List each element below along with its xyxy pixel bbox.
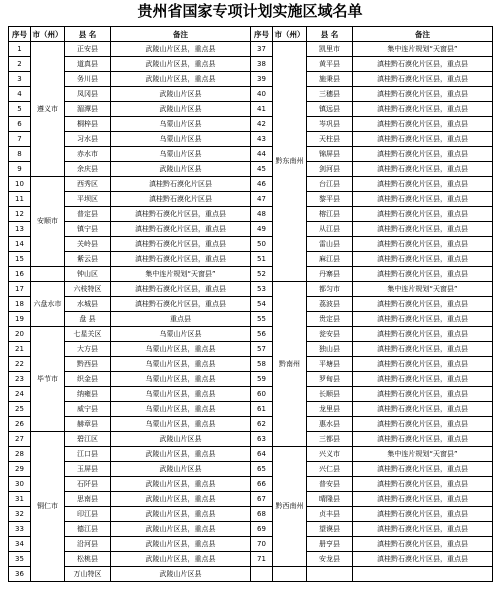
county-cell: 余庆县 xyxy=(65,162,111,177)
note-cell: 滇桂黔石漠化片区县，重点县 xyxy=(353,147,493,162)
table-row xyxy=(9,177,493,192)
seq-cell: 3 xyxy=(9,72,31,87)
header-seq: 序号 xyxy=(9,27,31,42)
note-cell: 武陵山片区县，重点县 xyxy=(111,507,251,522)
note-cell: 武陵山片区县，重点县 xyxy=(111,492,251,507)
seq-cell: 33 xyxy=(9,522,31,537)
county-cell: 务川县 xyxy=(65,72,111,87)
note-cell: 乌蒙山片区县，重点县 xyxy=(111,342,251,357)
note-cell: 武陵山片区县 xyxy=(111,567,251,582)
table-row xyxy=(9,387,493,402)
county-cell: 思南县 xyxy=(65,492,111,507)
seq-cell: 35 xyxy=(9,552,31,567)
seq-cell: 59 xyxy=(251,372,273,387)
county-cell: 沿河县 xyxy=(65,537,111,552)
county-cell: 印江县 xyxy=(65,507,111,522)
note-cell: 滇桂黔石漠化片区县，重点县 xyxy=(111,252,251,267)
note-cell: 滇桂黔石漠化片区县，重点县 xyxy=(353,492,493,507)
table-row xyxy=(9,522,493,537)
county-cell: 凤冈县 xyxy=(65,87,111,102)
table-row xyxy=(9,162,493,177)
table-row xyxy=(9,447,493,462)
table-row xyxy=(9,237,493,252)
seq-cell: 52 xyxy=(251,267,273,282)
table-row xyxy=(9,537,493,552)
note-cell: 滇桂黔石漠化片区县，重点县 xyxy=(111,207,251,222)
note-cell: 滇桂黔石漠化片区县 xyxy=(111,192,251,207)
seq-cell: 39 xyxy=(251,72,273,87)
seq-cell: 37 xyxy=(251,42,273,57)
table-row xyxy=(9,312,493,327)
region-table xyxy=(8,26,493,582)
table-row xyxy=(9,297,493,312)
county-cell: 独山县 xyxy=(307,342,353,357)
table-wrapper xyxy=(8,26,492,594)
county-cell: 德江县 xyxy=(65,522,111,537)
seq-cell: 15 xyxy=(9,252,31,267)
header-city: 市（州） xyxy=(273,27,307,42)
table-row xyxy=(9,567,493,582)
seq-cell: 19 xyxy=(9,312,31,327)
seq-cell: 2 xyxy=(9,57,31,72)
city-cell: 安顺市 xyxy=(31,177,65,267)
seq-cell: 25 xyxy=(9,402,31,417)
note-cell: 滇桂黔石漠化片区县，重点县 xyxy=(353,192,493,207)
county-cell: 黎平县 xyxy=(307,192,353,207)
note-cell: 滇桂黔石漠化片区县，重点县 xyxy=(353,222,493,237)
seq-cell: 70 xyxy=(251,537,273,552)
header-seq: 序号 xyxy=(251,27,273,42)
note-cell: 滇桂黔石漠化片区县，重点县 xyxy=(353,417,493,432)
note-cell: 乌蒙山片区县，重点县 xyxy=(111,372,251,387)
seq-cell: 56 xyxy=(251,327,273,342)
note-cell: 集中连片规划“天窗县” xyxy=(353,282,493,297)
seq-cell: 30 xyxy=(9,477,31,492)
seq-cell: 28 xyxy=(9,447,31,462)
note-cell: 集中连片规划“天窗县” xyxy=(353,42,493,57)
table-row xyxy=(9,207,493,222)
seq-cell: 22 xyxy=(9,357,31,372)
county-cell: 贵定县 xyxy=(307,312,353,327)
county-cell: 赫章县 xyxy=(65,417,111,432)
note-cell: 滇桂黔石漠化片区县，重点县 xyxy=(353,432,493,447)
note-cell: 滇桂黔石漠化片区县，重点县 xyxy=(353,132,493,147)
table-row xyxy=(9,147,493,162)
seq-cell: 29 xyxy=(9,462,31,477)
seq-cell: 50 xyxy=(251,237,273,252)
county-cell: 望谟县 xyxy=(307,522,353,537)
note-cell: 滇桂黔石漠化片区县，重点县 xyxy=(353,387,493,402)
county-cell: 锦屏县 xyxy=(307,147,353,162)
document-title: 贵州省国家专项计划实施区域名单 xyxy=(137,2,363,20)
county-cell: 玉屏县 xyxy=(65,462,111,477)
seq-cell: 64 xyxy=(251,447,273,462)
seq-cell: 13 xyxy=(9,222,31,237)
county-cell: 江口县 xyxy=(65,447,111,462)
header-city: 市（州） xyxy=(31,27,65,42)
county-cell: 黄平县 xyxy=(307,57,353,72)
county-cell: 水城县 xyxy=(65,297,111,312)
note-cell: 滇桂黔石漠化片区县，重点县 xyxy=(353,402,493,417)
city-cell: 六盘水市 xyxy=(31,282,65,327)
seq-cell: 7 xyxy=(9,132,31,147)
note-cell: 乌蒙山片区县 xyxy=(111,147,251,162)
county-cell: 剑河县 xyxy=(307,162,353,177)
seq-cell: 4 xyxy=(9,87,31,102)
county-cell: 万山特区 xyxy=(65,567,111,582)
county-cell: 丹寨县 xyxy=(307,267,353,282)
seq-cell: 6 xyxy=(9,117,31,132)
table-row xyxy=(9,357,493,372)
city-cell xyxy=(273,567,307,582)
seq-cell: 10 xyxy=(9,177,31,192)
county-cell: 荔波县 xyxy=(307,297,353,312)
city-cell: 黔西南州 xyxy=(273,447,307,567)
note-cell: 滇桂黔石漠化片区县，重点县 xyxy=(353,477,493,492)
county-cell: 雷山县 xyxy=(307,237,353,252)
county-cell: 道真县 xyxy=(65,57,111,72)
seq-cell: 1 xyxy=(9,42,31,57)
seq-cell: 67 xyxy=(251,492,273,507)
note-cell: 集中连片规划“天窗县” xyxy=(111,267,251,282)
seq-cell: 20 xyxy=(9,327,31,342)
county-cell: 兴义市 xyxy=(307,447,353,462)
county-cell: 松桃县 xyxy=(65,552,111,567)
county-cell: 关岭县 xyxy=(65,237,111,252)
seq-cell: 49 xyxy=(251,222,273,237)
seq-cell: 41 xyxy=(251,102,273,117)
county-cell: 施秉县 xyxy=(307,72,353,87)
seq-cell: 40 xyxy=(251,87,273,102)
note-cell: 武陵山片区县 xyxy=(111,102,251,117)
note-cell: 滇桂黔石漠化片区县，重点县 xyxy=(353,462,493,477)
note-cell: 滇桂黔石漠化片区县，重点县 xyxy=(353,162,493,177)
table-row xyxy=(9,417,493,432)
county-cell: 天柱县 xyxy=(307,132,353,147)
seq-cell: 34 xyxy=(9,537,31,552)
note-cell: 滇桂黔石漠化片区县，重点县 xyxy=(353,327,493,342)
table-row xyxy=(9,267,493,282)
table-row xyxy=(9,252,493,267)
note-cell: 乌蒙山片区县 xyxy=(111,132,251,147)
seq-cell: 12 xyxy=(9,207,31,222)
table-row xyxy=(9,372,493,387)
header-note: 备注 xyxy=(353,27,493,42)
table-row xyxy=(9,57,493,72)
city-cell: 黔东南州 xyxy=(273,42,307,282)
seq-cell: 5 xyxy=(9,102,31,117)
seq-cell: 11 xyxy=(9,192,31,207)
county-cell: 册亨县 xyxy=(307,537,353,552)
county-cell: 习水县 xyxy=(65,132,111,147)
note-cell: 重点县 xyxy=(111,312,251,327)
note-cell: 滇桂黔石漠化片区县，重点县 xyxy=(353,357,493,372)
note-cell: 乌蒙山片区县 xyxy=(111,117,251,132)
seq-cell: 9 xyxy=(9,162,31,177)
note-cell: 武陵山片区县，重点县 xyxy=(111,447,251,462)
seq-cell: 69 xyxy=(251,522,273,537)
seq-cell: 58 xyxy=(251,357,273,372)
seq-cell: 21 xyxy=(9,342,31,357)
table-row xyxy=(9,432,493,447)
county-cell: 罗甸县 xyxy=(307,372,353,387)
note-cell: 武陵山片区县 xyxy=(111,87,251,102)
note-cell: 武陵山片区县，重点县 xyxy=(111,42,251,57)
county-cell: 七星关区 xyxy=(65,327,111,342)
note-cell: 滇桂黔石漠化片区县，重点县 xyxy=(353,522,493,537)
seq-cell: 65 xyxy=(251,462,273,477)
note-cell: 武陵山片区县，重点县 xyxy=(111,57,251,72)
note-cell: 滇桂黔石漠化片区县，重点县 xyxy=(111,297,251,312)
seq-cell: 17 xyxy=(9,282,31,297)
county-cell: 石阡县 xyxy=(65,477,111,492)
county-cell: 纳雍县 xyxy=(65,387,111,402)
seq-cell: 44 xyxy=(251,147,273,162)
county-cell: 镇远县 xyxy=(307,102,353,117)
note-cell: 滇桂黔石漠化片区县，重点县 xyxy=(353,237,493,252)
note-cell: 滇桂黔石漠化片区县，重点县 xyxy=(111,222,251,237)
county-cell: 台江县 xyxy=(307,177,353,192)
note-cell: 滇桂黔石漠化片区县，重点县 xyxy=(353,267,493,282)
note-cell: 乌蒙山片区县 xyxy=(111,327,251,342)
header-county: 县 名 xyxy=(307,27,353,42)
county-cell: 织金县 xyxy=(65,372,111,387)
county-cell: 紫云县 xyxy=(65,252,111,267)
county-cell: 三都县 xyxy=(307,432,353,447)
county-cell: 桐梓县 xyxy=(65,117,111,132)
seq-cell: 45 xyxy=(251,162,273,177)
county-cell: 凯里市 xyxy=(307,42,353,57)
county-cell: 都匀市 xyxy=(307,282,353,297)
note-cell: 滇桂黔石漠化片区县，重点县 xyxy=(353,537,493,552)
county-cell: 贞丰县 xyxy=(307,507,353,522)
table-row xyxy=(9,282,493,297)
note-cell: 滇桂黔石漠化片区县，重点县 xyxy=(353,87,493,102)
table-row xyxy=(9,552,493,567)
table-row xyxy=(9,477,493,492)
county-cell: 惠水县 xyxy=(307,417,353,432)
note-cell xyxy=(353,567,493,582)
table-row xyxy=(9,462,493,477)
note-cell: 武陵山片区县，重点县 xyxy=(111,72,251,87)
note-cell: 乌蒙山片区县，重点县 xyxy=(111,417,251,432)
note-cell: 滇桂黔石漠化片区县，重点县 xyxy=(353,372,493,387)
county-cell: 碧江区 xyxy=(65,432,111,447)
note-cell: 滇桂黔石漠化片区县，重点县 xyxy=(111,237,251,252)
county-cell: 晴隆县 xyxy=(307,492,353,507)
note-cell: 滇桂黔石漠化片区县，重点县 xyxy=(353,72,493,87)
county-cell: 岑巩县 xyxy=(307,117,353,132)
seq-cell: 14 xyxy=(9,237,31,252)
note-cell: 滇桂黔石漠化片区县，重点县 xyxy=(353,252,493,267)
note-cell: 滇桂黔石漠化片区县，重点县 xyxy=(111,282,251,297)
city-cell: 毕节市 xyxy=(31,327,65,432)
note-cell: 武陵山片区县 xyxy=(111,462,251,477)
city-cell: 遵义市 xyxy=(31,42,65,177)
table-row xyxy=(9,117,493,132)
county-cell: 大方县 xyxy=(65,342,111,357)
table-row xyxy=(9,87,493,102)
county-cell xyxy=(307,567,353,582)
table-header-row xyxy=(9,27,493,42)
seq-cell: 18 xyxy=(9,297,31,312)
seq-cell: 36 xyxy=(9,567,31,582)
county-cell: 龙里县 xyxy=(307,402,353,417)
seq-cell: 46 xyxy=(251,177,273,192)
county-cell: 瓮安县 xyxy=(307,327,353,342)
note-cell: 乌蒙山片区县，重点县 xyxy=(111,402,251,417)
county-cell: 从江县 xyxy=(307,222,353,237)
note-cell: 武陵山片区县 xyxy=(111,432,251,447)
seq-cell: 32 xyxy=(9,507,31,522)
county-cell: 普安县 xyxy=(307,477,353,492)
table-row xyxy=(9,342,493,357)
seq-cell: 51 xyxy=(251,252,273,267)
seq-cell: 66 xyxy=(251,477,273,492)
seq-cell: 60 xyxy=(251,387,273,402)
seq-cell: 55 xyxy=(251,312,273,327)
note-cell: 武陵山片区县，重点县 xyxy=(111,522,251,537)
note-cell: 滇桂黔石漠化片区县，重点县 xyxy=(353,117,493,132)
table-row xyxy=(9,192,493,207)
county-cell: 长顺县 xyxy=(307,387,353,402)
table-row xyxy=(9,492,493,507)
seq-cell: 8 xyxy=(9,147,31,162)
note-cell: 滇桂黔石漠化片区县，重点县 xyxy=(353,312,493,327)
table-row xyxy=(9,72,493,87)
note-cell: 滇桂黔石漠化片区县，重点县 xyxy=(353,552,493,567)
seq-cell: 38 xyxy=(251,57,273,72)
note-cell: 滇桂黔石漠化片区县，重点县 xyxy=(353,102,493,117)
note-cell: 武陵山片区县，重点县 xyxy=(111,552,251,567)
table-row xyxy=(9,222,493,237)
note-cell: 滇桂黔石漠化片区县 xyxy=(111,177,251,192)
county-cell: 六枝特区 xyxy=(65,282,111,297)
note-cell: 滇桂黔石漠化片区县，重点县 xyxy=(353,342,493,357)
seq-cell: 43 xyxy=(251,132,273,147)
county-cell: 赤水市 xyxy=(65,147,111,162)
note-cell: 滇桂黔石漠化片区县，重点县 xyxy=(353,177,493,192)
note-cell: 武陵山片区县 xyxy=(111,162,251,177)
table-body xyxy=(9,42,493,582)
city-cell: 铜仁市 xyxy=(31,432,65,582)
seq-cell: 42 xyxy=(251,117,273,132)
county-cell: 兴仁县 xyxy=(307,462,353,477)
county-cell: 黔西县 xyxy=(65,357,111,372)
table-row xyxy=(9,42,493,57)
seq-cell: 68 xyxy=(251,507,273,522)
county-cell: 平坝区 xyxy=(65,192,111,207)
table-row xyxy=(9,507,493,522)
header-county: 县 名 xyxy=(65,27,111,42)
seq-cell: 31 xyxy=(9,492,31,507)
table-row xyxy=(9,402,493,417)
seq-cell xyxy=(251,567,273,582)
seq-cell: 24 xyxy=(9,387,31,402)
note-cell: 滇桂黔石漠化片区县，重点县 xyxy=(353,207,493,222)
note-cell: 乌蒙山片区县，重点县 xyxy=(111,387,251,402)
seq-cell: 26 xyxy=(9,417,31,432)
note-cell: 集中连片规划“天窗县” xyxy=(353,447,493,462)
note-cell: 乌蒙山片区县，重点县 xyxy=(111,357,251,372)
seq-cell: 63 xyxy=(251,432,273,447)
note-cell: 滇桂黔石漠化片区县，重点县 xyxy=(353,507,493,522)
note-cell: 滇桂黔石漠化片区县，重点县 xyxy=(353,297,493,312)
seq-cell: 57 xyxy=(251,342,273,357)
table-row xyxy=(9,132,493,147)
seq-cell: 23 xyxy=(9,372,31,387)
county-cell: 钟山区 xyxy=(65,267,111,282)
county-cell: 榕江县 xyxy=(307,207,353,222)
seq-cell: 16 xyxy=(9,267,31,282)
county-cell: 盘 县 xyxy=(65,312,111,327)
note-cell: 滇桂黔石漠化片区县，重点县 xyxy=(353,57,493,72)
seq-cell: 62 xyxy=(251,417,273,432)
seq-cell: 48 xyxy=(251,207,273,222)
city-cell xyxy=(31,267,65,282)
county-cell: 正安县 xyxy=(65,42,111,57)
county-cell: 西秀区 xyxy=(65,177,111,192)
seq-cell: 27 xyxy=(9,432,31,447)
seq-cell: 61 xyxy=(251,402,273,417)
note-cell: 武陵山片区县，重点县 xyxy=(111,537,251,552)
table-row xyxy=(9,327,493,342)
seq-cell: 53 xyxy=(251,282,273,297)
county-cell: 麻江县 xyxy=(307,252,353,267)
county-cell: 湄潭县 xyxy=(65,102,111,117)
county-cell: 平塘县 xyxy=(307,357,353,372)
county-cell: 三穗县 xyxy=(307,87,353,102)
note-cell: 武陵山片区县，重点县 xyxy=(111,477,251,492)
county-cell: 镇宁县 xyxy=(65,222,111,237)
county-cell: 安龙县 xyxy=(307,552,353,567)
city-cell: 黔南州 xyxy=(273,282,307,447)
seq-cell: 54 xyxy=(251,297,273,312)
seq-cell: 71 xyxy=(251,552,273,567)
county-cell: 普定县 xyxy=(65,207,111,222)
seq-cell: 47 xyxy=(251,192,273,207)
county-cell: 威宁县 xyxy=(65,402,111,417)
header-note: 备注 xyxy=(111,27,251,42)
table-row xyxy=(9,102,493,117)
